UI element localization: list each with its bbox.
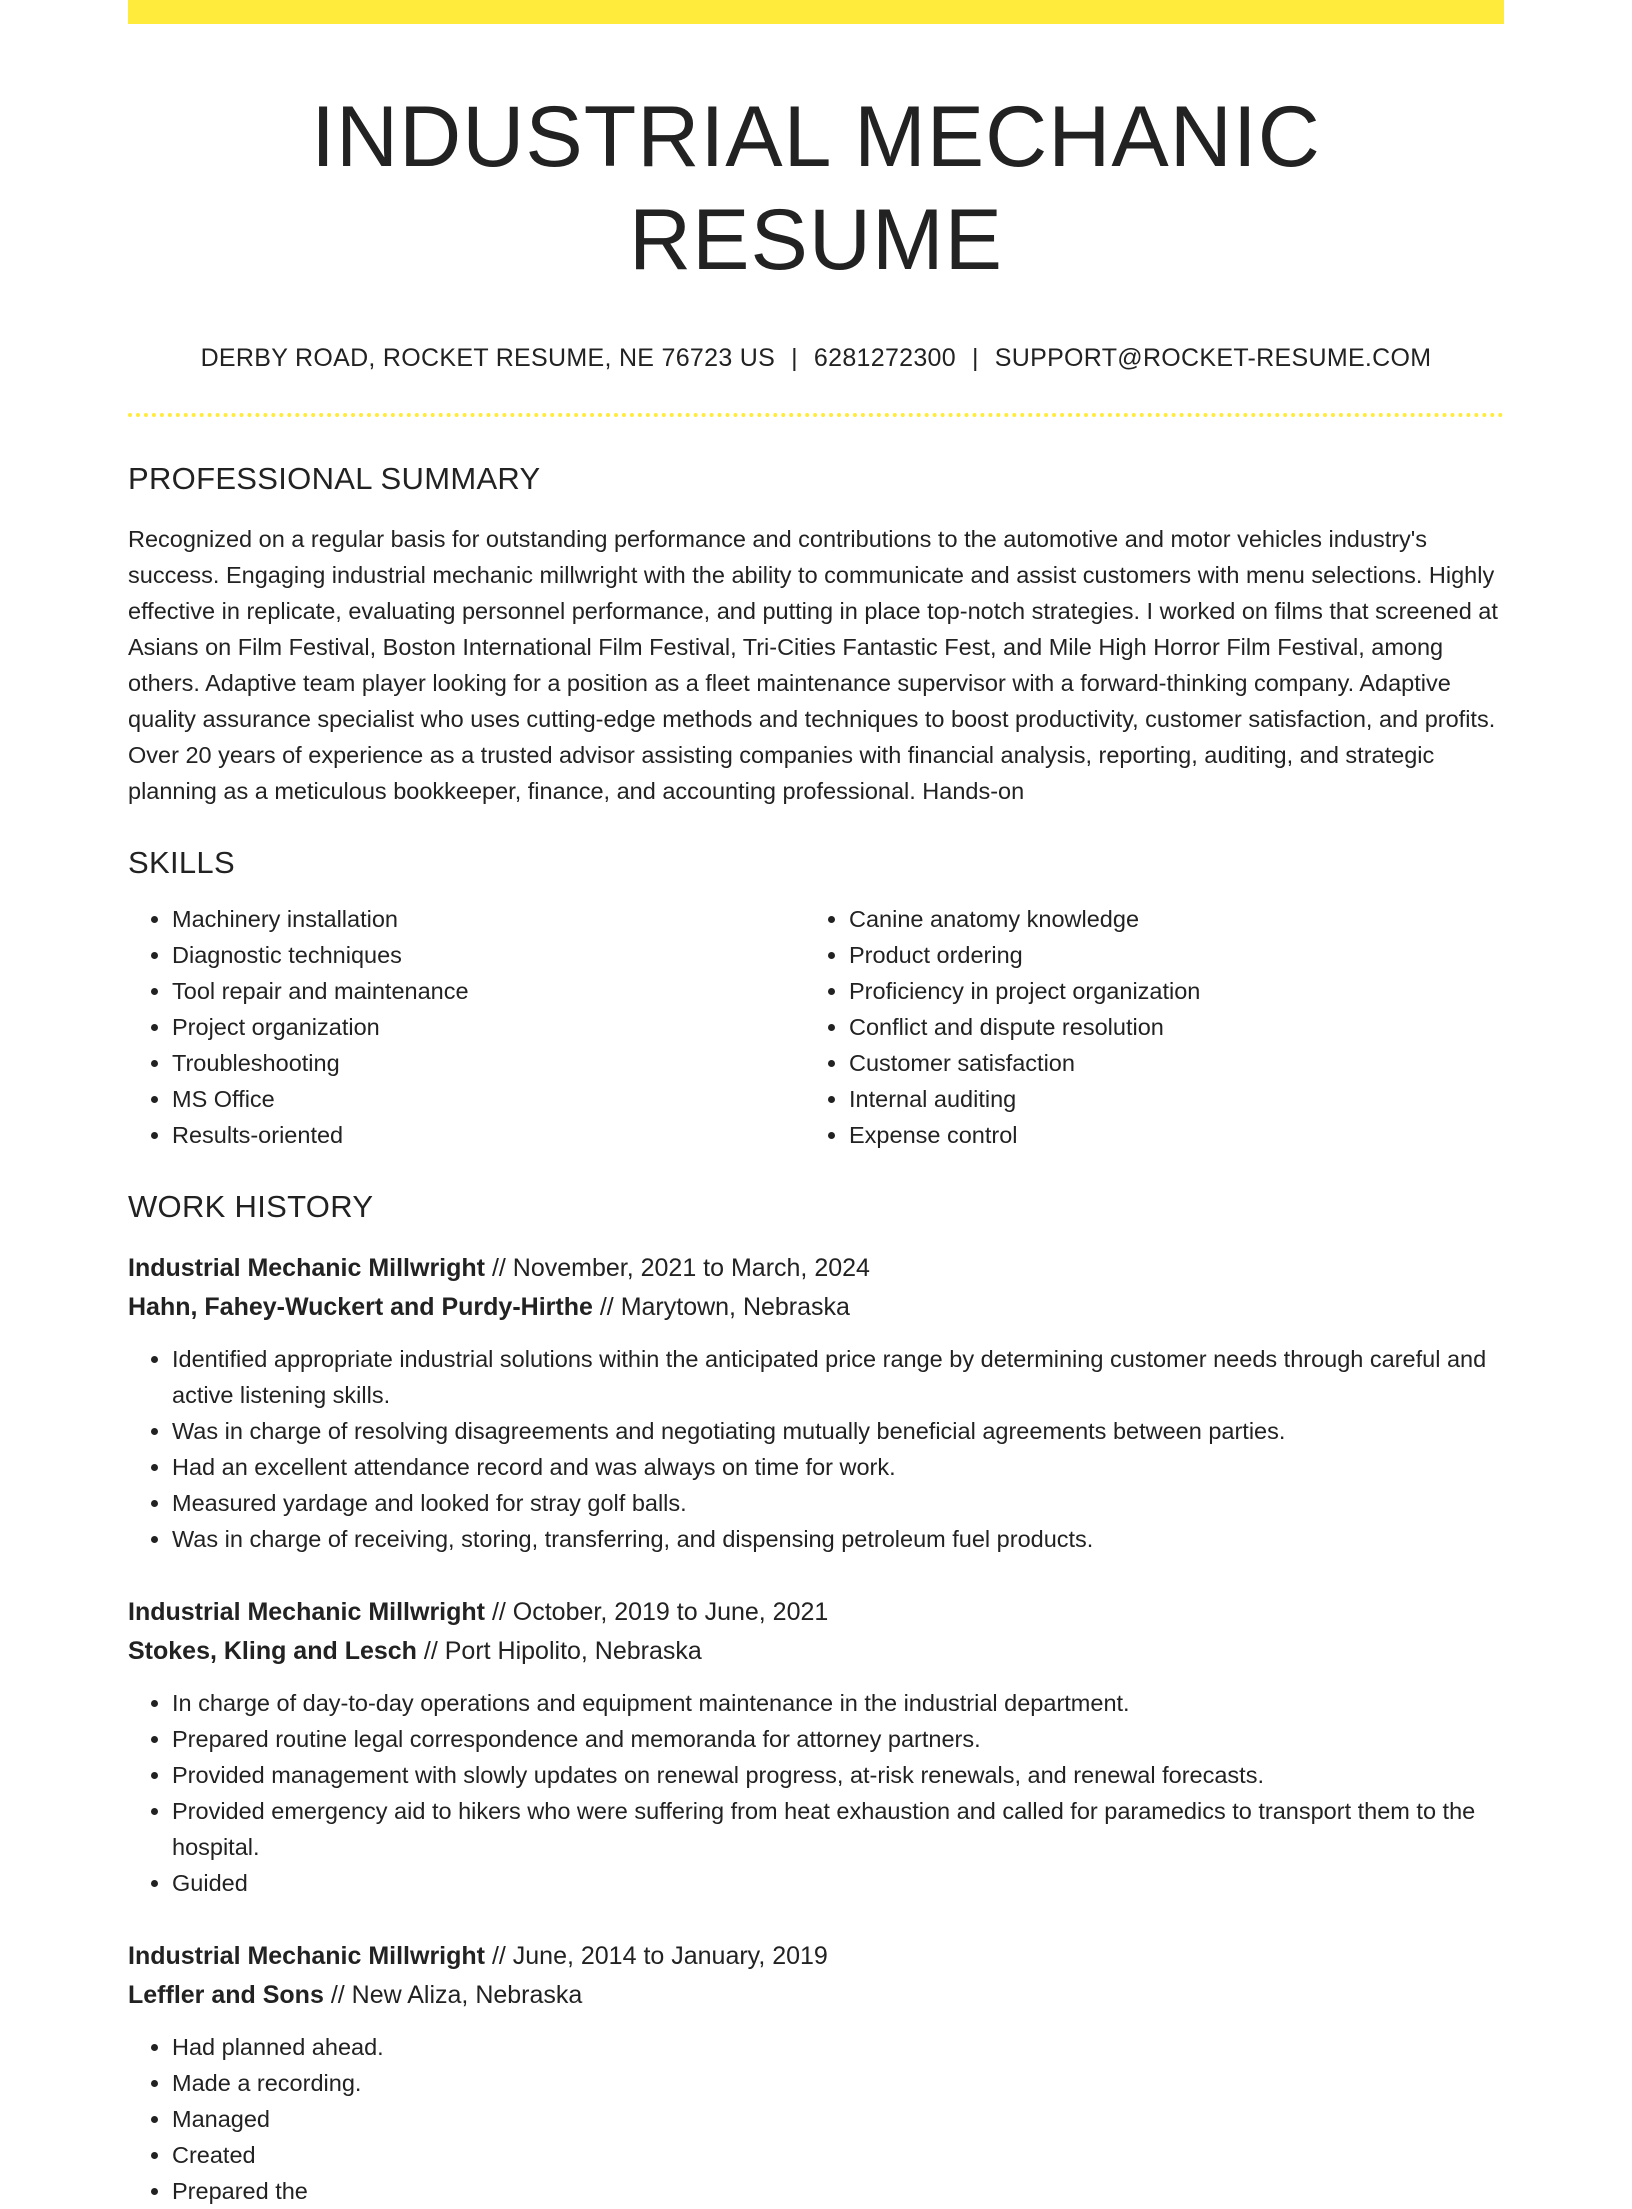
resume-title: INDUSTRIAL MECHANIC RESUME	[311, 89, 1321, 289]
contact-email: SUPPORT@ROCKET-RESUME.COM	[994, 344, 1432, 373]
job-bullet: • Was in charge of receiving, storing, transferring, and dispensing petroleum fuel products.	[172, 1521, 1504, 1557]
skill-item: • Expense control	[849, 1117, 1482, 1153]
job-company-line	[128, 1976, 1504, 2015]
job-bullets	[128, 1341, 1504, 1557]
skill-item: • Results-oriented	[172, 1117, 805, 1153]
contact-line	[128, 344, 1504, 373]
job-company: Stokes, Kling and Lesch	[128, 1637, 417, 1666]
job-bullet: • Had an excellent attendance record and was always on time for work.	[172, 1449, 1504, 1485]
skill-item: • Project organization	[172, 1009, 805, 1045]
job-location: // New Aliza, Nebraska	[330, 1981, 583, 2010]
contact-separator: |	[971, 344, 979, 373]
summary-text: Recognized on a regular basis for outstanding performance and contributions to the automotive and motor vehicles industry's success. Engaging industrial mechanic millwright with the ability to communicate and assist customers with menu selections. Highly effective in replicate, evaluating personnel performance, and putting in place top-notch strategies. I worked on films that screened at Asians on Film Festival, Boston International Film Festival, Tri-Cities Fantastic Fest, and Mile High Horror Film Festival, among others. Adaptive team player looking for a position as a fleet maintenance supervisor with a forward-thinking company. Adaptive quality assurance specialist who uses cutting-edge methods and techniques to boost productivity, customer satisfaction, and profits. Over 20 years of experience as a trusted advisor assisting companies with financial analysis, reporting, auditing, and strategic planning as a meticulous bookkeeper, finance, and accounting professional. Hands-on	[128, 526, 1498, 805]
contact-phone: 6281272300	[813, 344, 956, 373]
job-entry	[128, 1593, 1504, 1901]
job-bullet: • Provided management with slowly updates on renewal progress, at-risk renewals, and renewal forecasts.	[172, 1757, 1504, 1793]
summary-heading: PROFESSIONAL SUMMARY	[128, 461, 541, 497]
dotted-divider	[128, 413, 1504, 417]
skill-item: • MS Office	[172, 1081, 805, 1117]
skill-item: • Internal auditing	[849, 1081, 1482, 1117]
job-location: // Marytown, Nebraska	[599, 1293, 850, 1322]
job-bullets	[128, 1685, 1504, 1901]
job-company-line	[128, 1288, 1504, 1327]
skill-item: • Proficiency in project organization	[849, 973, 1482, 1009]
job-bullet: • Managed	[172, 2101, 1504, 2137]
job-title-line	[128, 1249, 1504, 1288]
job-bullet: • Made a recording.	[172, 2065, 1504, 2101]
skill-item: • Conflict and dispute resolution	[849, 1009, 1482, 1045]
skill-item: • Customer satisfaction	[849, 1045, 1482, 1081]
skill-item: • Product ordering	[849, 937, 1482, 973]
skills-column-left	[128, 901, 805, 1153]
job-bullet: • Provided emergency aid to hikers who were suffering from heat exhaustion and called for paramedics to transport them to the hospital.	[172, 1793, 1504, 1865]
job-company: Leffler and Sons	[128, 1981, 324, 2010]
job-dates: // June, 2014 to January, 2019	[491, 1942, 828, 1971]
skill-item: • Diagnostic techniques	[172, 937, 805, 973]
job-title: Industrial Mechanic Millwright	[128, 1254, 485, 1283]
skills-list	[128, 901, 1504, 1153]
job-bullet: • Identified appropriate industrial solutions within the anticipated price range by determining customer needs through careful and active listening skills.	[172, 1341, 1504, 1413]
job-title-line	[128, 1593, 1504, 1632]
contact-separator: |	[791, 344, 798, 373]
job-title: Industrial Mechanic Millwright	[128, 1598, 485, 1627]
job-bullet: • Was in charge of resolving disagreements and negotiating mutually beneficial agreements between parties.	[172, 1413, 1504, 1449]
skill-item: • Tool repair and maintenance	[172, 973, 805, 1009]
job-bullet: • Measured yardage and looked for stray golf balls.	[172, 1485, 1504, 1521]
job-dates: // October, 2019 to June, 2021	[491, 1598, 829, 1627]
job-bullet: • Created	[172, 2137, 1504, 2173]
top-accent-bar	[128, 0, 1504, 24]
skill-item: • Machinery installation	[172, 901, 805, 937]
job-company: Hahn, Fahey-Wuckert and Purdy-Hirthe	[128, 1293, 593, 1322]
job-bullet: • Prepared the	[172, 2173, 1504, 2209]
skill-item: • Troubleshooting	[172, 1045, 805, 1081]
skills-column-right	[805, 901, 1482, 1153]
job-title: Industrial Mechanic Millwright	[128, 1942, 485, 1971]
job-bullet: • In charge of day-to-day operations and equipment maintenance in the industrial department.	[172, 1685, 1504, 1721]
skill-item: • Canine anatomy knowledge	[849, 901, 1482, 937]
job-bullet: • Had planned ahead.	[172, 2029, 1504, 2065]
job-title-line	[128, 1937, 1504, 1976]
job-bullet: • Prepared routine legal correspondence and memoranda for attorney partners.	[172, 1721, 1504, 1757]
job-bullets	[128, 2029, 1504, 2209]
job-entry	[128, 1249, 1504, 1557]
work-history-heading: WORK HISTORY	[128, 1189, 374, 1225]
resume-page	[128, 0, 1504, 2209]
job-dates: // November, 2021 to March, 2024	[491, 1254, 870, 1283]
job-company-line	[128, 1632, 1504, 1671]
contact-address: DERBY ROAD, ROCKET RESUME, NE 76723 US	[200, 344, 776, 373]
job-bullet: • Guided	[172, 1865, 1504, 1901]
skills-heading: SKILLS	[128, 845, 235, 881]
job-location: // Port Hipolito, Nebraska	[423, 1637, 702, 1666]
job-entry	[128, 1937, 1504, 2209]
